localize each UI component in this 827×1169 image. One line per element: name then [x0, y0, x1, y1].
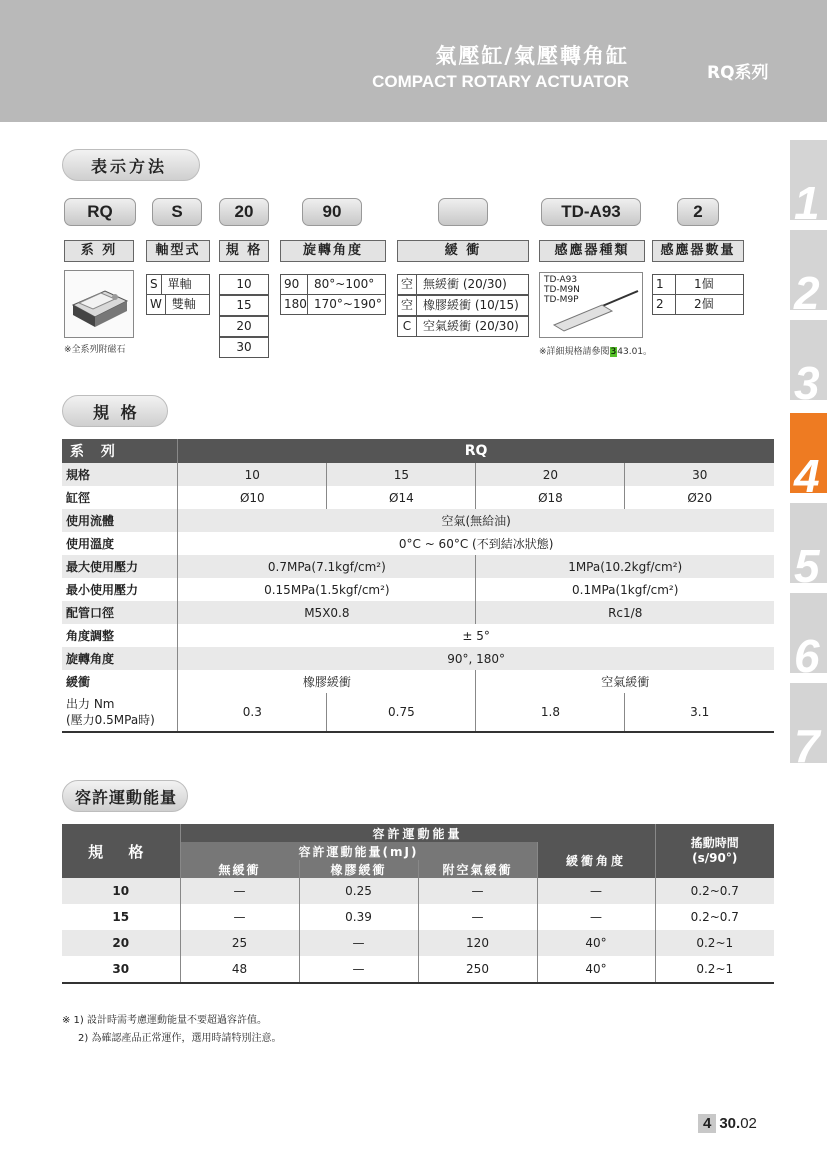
code-series: RQ: [64, 198, 136, 226]
title-en: COMPACT ROTARY ACTUATOR: [372, 72, 629, 91]
code-rotation: 90: [302, 198, 362, 226]
rotation-option: 90 80°~100°: [280, 274, 386, 295]
table-row: 最大使用壓力 0.7MPa(7.1kgf/cm²) 1MPa(10.2kgf/cm²): [62, 555, 774, 578]
table-row: 配管口徑 M5X0.8 Rc1/8: [62, 601, 774, 624]
table-row: 旋轉角度 90°, 180°: [62, 647, 774, 670]
spec-header-row: [62, 439, 774, 463]
table-row: 角度調整 ± 5°: [62, 624, 774, 647]
table-row: 緩衝 橡膠緩衝 空氣緩衝: [62, 670, 774, 693]
side-tab-4[interactable]: 4: [790, 413, 827, 493]
energy-header-row: [62, 824, 774, 842]
label-shaft: 軸型式: [146, 240, 210, 262]
section-ordering: 表示方法: [62, 149, 200, 181]
side-tab-2[interactable]: 2: [790, 230, 827, 310]
label-size: 規 格: [219, 240, 269, 262]
rotary-actuator-icon: [65, 271, 133, 337]
side-tab-3[interactable]: 3: [790, 320, 827, 400]
code-sensor: TD-A93: [541, 198, 641, 226]
page-header: [0, 0, 827, 122]
cushion-option: C 空氣緩衝 (20/30): [397, 316, 529, 337]
code-shaft: S: [152, 198, 202, 226]
sensor-icon: [540, 273, 642, 337]
rotation-option: 180 170°~190°: [280, 294, 386, 315]
footnote-1: ※ 1) 設計時需考慮運動能量不要超過容許值。: [62, 1015, 267, 1026]
energy-table: [62, 824, 774, 984]
side-tab-1[interactable]: 1: [790, 140, 827, 220]
table-row: 出力 Nm (壓力0.5MPa時) 0.3 0.75 1.8 3.1: [62, 693, 774, 732]
footnote-2: 2) 為確認產品正常運作，選用時請特別注意。: [78, 1033, 282, 1044]
cushion-option: 空 無緩衝 (20/30): [397, 274, 529, 295]
side-tab-6[interactable]: 6: [790, 593, 827, 673]
page-number: 4 30.02: [698, 1115, 757, 1132]
label-cushion: 緩 衝: [397, 240, 529, 262]
side-tab-5[interactable]: 5: [790, 503, 827, 583]
section-energy: 容許運動能量: [62, 780, 188, 812]
sensor-count-option: 1 1個: [652, 274, 744, 295]
size-option: 20: [219, 316, 269, 337]
spec-header-name: 系 列: [62, 439, 178, 463]
label-series: 系 列: [64, 240, 134, 262]
cushion-option: 空 橡膠緩衝 (10/15): [397, 295, 529, 316]
product-image: [64, 270, 134, 338]
sensor-list: TD-A93 TD-M9N TD-M9P: [544, 275, 580, 305]
table-row: 缸徑 Ø10 Ø14 Ø18 Ø20: [62, 486, 774, 509]
table-row: 規格 10 15 20 30: [62, 463, 774, 486]
label-rotation: 旋轉角度: [280, 240, 386, 262]
label-sensor-count: 感應器數量: [652, 240, 744, 262]
table-row: 15 — 0.39 — — 0.2~0.7: [62, 904, 774, 930]
spec-header-value: RQ: [178, 439, 774, 463]
table-row: 10 — 0.25 — — 0.2~0.7: [62, 878, 774, 904]
table-row: 20 25 — 120 40° 0.2~1: [62, 930, 774, 956]
code-cushion: [438, 198, 488, 226]
series-label: RQ系列: [707, 63, 769, 83]
size-option: 30: [219, 337, 269, 358]
size-option: 15: [219, 295, 269, 316]
sensor-image: [539, 272, 643, 338]
shaft-option: W 雙軸: [146, 294, 210, 315]
table-row: 使用溫度 0°C ~ 60°C (不到結冰狀態): [62, 532, 774, 555]
energy-group-header: 容許運動能量: [180, 824, 655, 842]
section-spec: 規 格: [62, 395, 168, 427]
series-note: ※全系列附磁石: [64, 345, 126, 355]
code-size: 20: [219, 198, 269, 226]
spec-table: [62, 439, 774, 733]
swing-time-header: 搖動時間 (s/90°): [655, 824, 774, 878]
energy-size-header: 規 格: [62, 824, 180, 878]
sensor-count-option: 2 2個: [652, 294, 744, 315]
side-tab-7[interactable]: 7: [790, 683, 827, 763]
table-row: 30 48 — 250 40° 0.2~1: [62, 956, 774, 983]
shaft-option: S 單軸: [146, 274, 210, 295]
table-row: 最小使用壓力 0.15MPa(1.5kgf/cm²) 0.1MPa(1kgf/cm²): [62, 578, 774, 601]
cushion-angle-header: 緩衝角度: [537, 842, 655, 878]
title-zh: 氣壓缸/氣壓轉角缸: [435, 44, 629, 68]
energy-subgroup-header: 容許運動能量(mJ): [180, 842, 537, 860]
table-row: 使用流體 空氣(無給油): [62, 509, 774, 532]
code-sensor-count: 2: [677, 198, 719, 226]
energy-header-row: 無緩衝 橡膠緩衝 附空氣緩衝: [62, 860, 774, 878]
label-sensor: 感應器種類: [539, 240, 645, 262]
sensor-note: ※詳細規格請參閱343.01。: [539, 347, 653, 357]
size-option: 10: [219, 274, 269, 295]
